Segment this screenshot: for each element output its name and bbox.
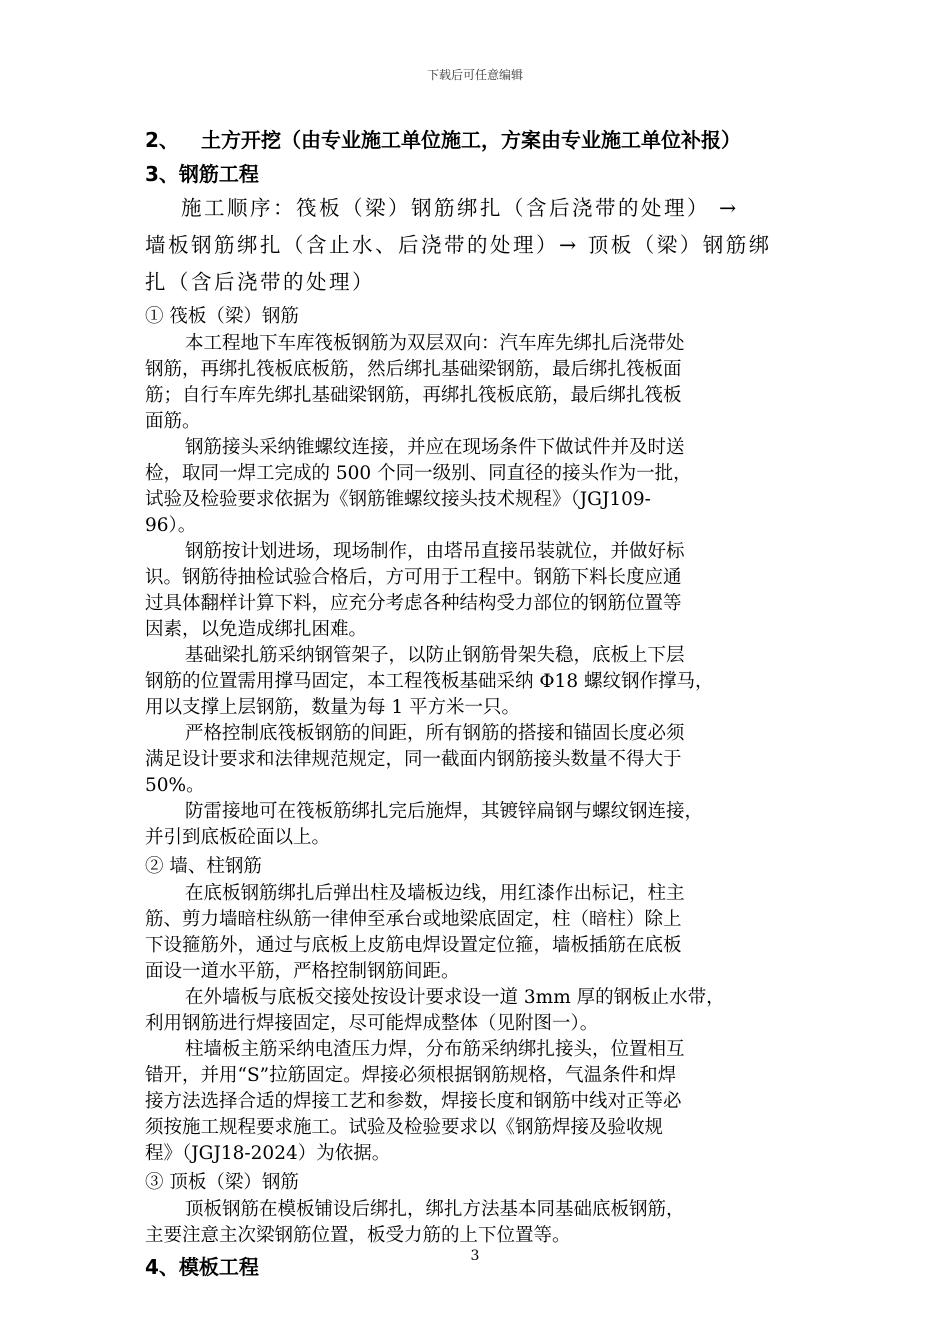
construction-sequence xyxy=(145,190,810,301)
paragraph-line: 钢筋接头采纳锥螺纹连接，并应在现场条件下做试件并及时送 xyxy=(185,437,685,458)
section-4-heading: 4、模板工程 xyxy=(145,1255,259,1279)
paragraph-line: 钢筋的位置需用撑马固定，本工程筏板基础采纳 Φ18 螺纹钢作撑马， xyxy=(145,671,714,692)
subsection-1-body xyxy=(145,331,810,851)
paragraph-line: 识。钢筋待抽检试验合格后，方可用于工程中。钢筋下料长度应通 xyxy=(145,567,682,588)
paragraph-line: 筋、剪力墙暗柱纵筋一律伸至承台或地梁底固定，柱（暗柱）除上 xyxy=(145,909,682,930)
paragraph-line: 筋；自行车库先绑扎基础梁钢筋，再绑扎筏板底筋，最后绑扎筏板 xyxy=(145,385,682,406)
paragraph-line: 检，取同一焊工完成的 500 个同一级别、同直径的接头作为一批， xyxy=(145,463,692,484)
paragraph xyxy=(145,1037,810,1167)
paragraph-line: 因素，以免造成绑扎困难。 xyxy=(145,619,368,640)
paragraph-line: 柱墙板主筋采纳电渣压力焊，分布筋采纳绑扎接头，位置相互 xyxy=(185,1039,685,1060)
paragraph-line: 基础梁扎筋采纳钢管架子，以防止钢筋骨架失稳，底板上下层 xyxy=(185,645,685,666)
paragraph-line: 96）。 xyxy=(145,515,197,536)
subsection-3-heading: ③ 顶板（梁）钢筋 xyxy=(145,1172,299,1193)
subsection-2-heading: ② 墙、柱钢筋 xyxy=(145,856,262,877)
paragraph-line: 利用钢筋进行焊接固定，尽可能焊成整体（见附图一）。 xyxy=(145,1013,599,1034)
paragraph-line: 过具体翻样计算下料，应充分考虑各种结构受力部位的钢筋位置等 xyxy=(145,593,682,614)
section-2-title: 土方开挖（由专业施工单位施工，方案由专业施工单位补报） xyxy=(201,128,741,152)
section-2-number: 2、 xyxy=(145,128,179,152)
section-2-heading xyxy=(145,122,810,158)
paragraph-line: 接方法选择合适的焊接工艺和参数，焊接长度和钢筋中线对正等必 xyxy=(145,1091,682,1112)
paragraph-line: 在外墙板与底板交接处按设计要求设一道 3mm 厚的钢板止水带， xyxy=(185,987,725,1008)
paragraph xyxy=(145,331,810,435)
paragraph xyxy=(145,435,810,539)
paragraph-line: 满足设计要求和法律规范规定，同一截面内钢筋接头数量不得大于 xyxy=(145,749,682,770)
paragraph-line: 试验及检验要求依据为《钢筋锥螺纹接头技术规程》（JGJ109- xyxy=(145,489,651,510)
paragraph xyxy=(145,799,810,851)
paragraph-line: 在底板钢筋绑扎后弹出柱及墙板边线，用红漆作出标记，柱主 xyxy=(185,883,685,904)
paragraph-line: 顶板钢筋在模板铺设后绑扎，绑扎方法基本同基础底板钢筋， xyxy=(185,1199,685,1220)
paragraph-line: 面设一道水平筋，严格控制钢筋间距。 xyxy=(145,961,460,982)
subsection-2-body xyxy=(145,881,810,1167)
section-3-heading: 3、钢筋工程 xyxy=(145,162,259,186)
paragraph-line: 防雷接地可在筏板筋绑扎完后施焊，其镀锌扁钢与螺纹钢连接， xyxy=(185,801,704,822)
paragraph-line: 须按施工规程要求施工。试验及检验要求以《钢筋焊接及验收规 xyxy=(145,1117,664,1138)
paragraph xyxy=(145,1197,810,1249)
paragraph xyxy=(145,881,810,985)
page-number: 3 xyxy=(470,1248,480,1264)
paragraph-line: 面筋。 xyxy=(145,411,201,432)
paragraph-line: 并引到底板砼面以上。 xyxy=(145,827,331,848)
subsection-3-body xyxy=(145,1197,810,1249)
page-header: 下载后可任意编辑 xyxy=(426,68,523,82)
document-body xyxy=(145,122,810,1283)
sequence-line: 扎（含后浇带的处理） xyxy=(145,270,375,294)
paragraph-line: 钢筋，再绑扎筏板底板筋，然后绑扎基础梁钢筋，最后绑扎筏板面 xyxy=(145,359,682,380)
paragraph-line: 50%。 xyxy=(145,775,205,796)
paragraph-line: 严格控制底筏板钢筋的间距，所有钢筋的搭接和锚固长度必须 xyxy=(185,723,685,744)
paragraph-line: 下设箍筋外，通过与底板上皮筋电焊设置定位箍，墙板插筋在底板 xyxy=(145,935,682,956)
paragraph-line: 主要注意主次梁钢筋位置，板受力筋的上下位置等。 xyxy=(145,1225,571,1246)
subsection-1-heading: ① 筏板（梁）钢筋 xyxy=(145,306,299,327)
sequence-line: 墙板钢筋绑扎（含止水、后浇带的处理）→ 顶板（梁）钢筋绑 xyxy=(145,233,772,257)
sequence-line: 施工顺序：筏板（梁）钢筋绑扎（含后浇带的处理） → xyxy=(181,196,739,220)
paragraph-line: 本工程地下车库筏板钢筋为双层双向：汽车库先绑扎后浇带处 xyxy=(185,333,685,354)
paragraph xyxy=(145,985,810,1037)
paragraph-line: 程》（JGJ18-2024）为依据。 xyxy=(145,1143,391,1164)
paragraph xyxy=(145,643,810,721)
paragraph xyxy=(145,721,810,799)
paragraph-line: 用以支撑上层钢筋，数量为每 1 平方米一只。 xyxy=(145,697,521,718)
paragraph-line: 钢筋按计划进场，现场制作，由塔吊直接吊装就位，并做好标 xyxy=(185,541,685,562)
paragraph-line: 错开，并用“S”拉筋固定。焊接必须根据钢筋规格，气温条件和焊 xyxy=(145,1065,677,1086)
paragraph xyxy=(145,539,810,643)
